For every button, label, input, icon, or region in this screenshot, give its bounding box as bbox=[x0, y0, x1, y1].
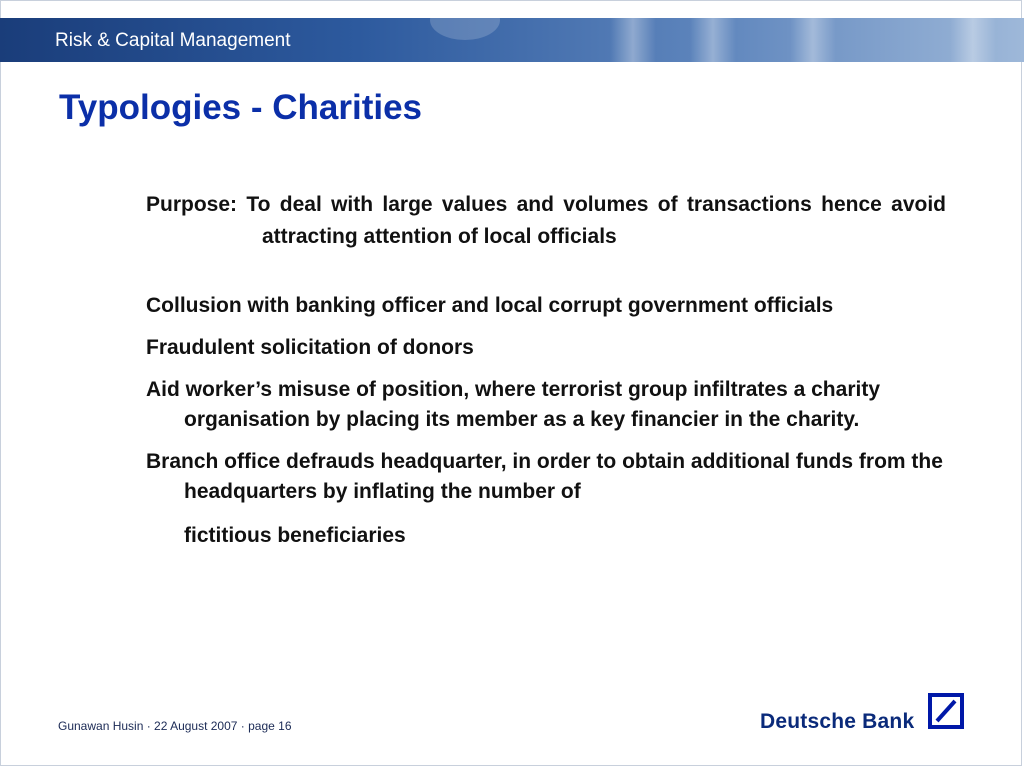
column-decoration bbox=[690, 18, 736, 62]
slide-title: Typologies - Charities bbox=[59, 88, 423, 127]
header-title: Risk & Capital Management bbox=[55, 30, 291, 51]
purpose-text: Purpose: To deal with large values and volumes of transactions hence avoid attracting attention of local officials bbox=[146, 193, 946, 248]
list-item-text: Branch office defrauds headquarter, in order to obtain additional funds from the headquarters by inflating the number of bbox=[146, 450, 943, 503]
footer-text: Gunawan Husin · 22 August 2007 · page 16 bbox=[58, 719, 292, 733]
list-item: Collusion with banking officer and local corrupt government officials bbox=[146, 294, 834, 317]
brand-name: Deutsche Bank bbox=[760, 710, 915, 733]
column-decoration bbox=[790, 18, 836, 62]
typology-list bbox=[146, 291, 946, 551]
slide-body bbox=[146, 189, 946, 563]
column-decoration bbox=[950, 18, 996, 62]
list-item: Fraudulent solicitation of donors bbox=[146, 336, 474, 359]
column-decoration bbox=[610, 18, 656, 62]
building-dome-decoration bbox=[430, 18, 500, 40]
list-item-continuation: fictitious beneficiaries bbox=[184, 524, 406, 547]
logo-slash-icon bbox=[932, 697, 960, 725]
list-item bbox=[146, 447, 946, 551]
deutsche-bank-logo-icon bbox=[928, 693, 964, 729]
list-item: Aid worker’s misuse of position, where terrorist group infiltrates a charity organisation by placing its member as a key financier in the charity. bbox=[146, 378, 880, 431]
